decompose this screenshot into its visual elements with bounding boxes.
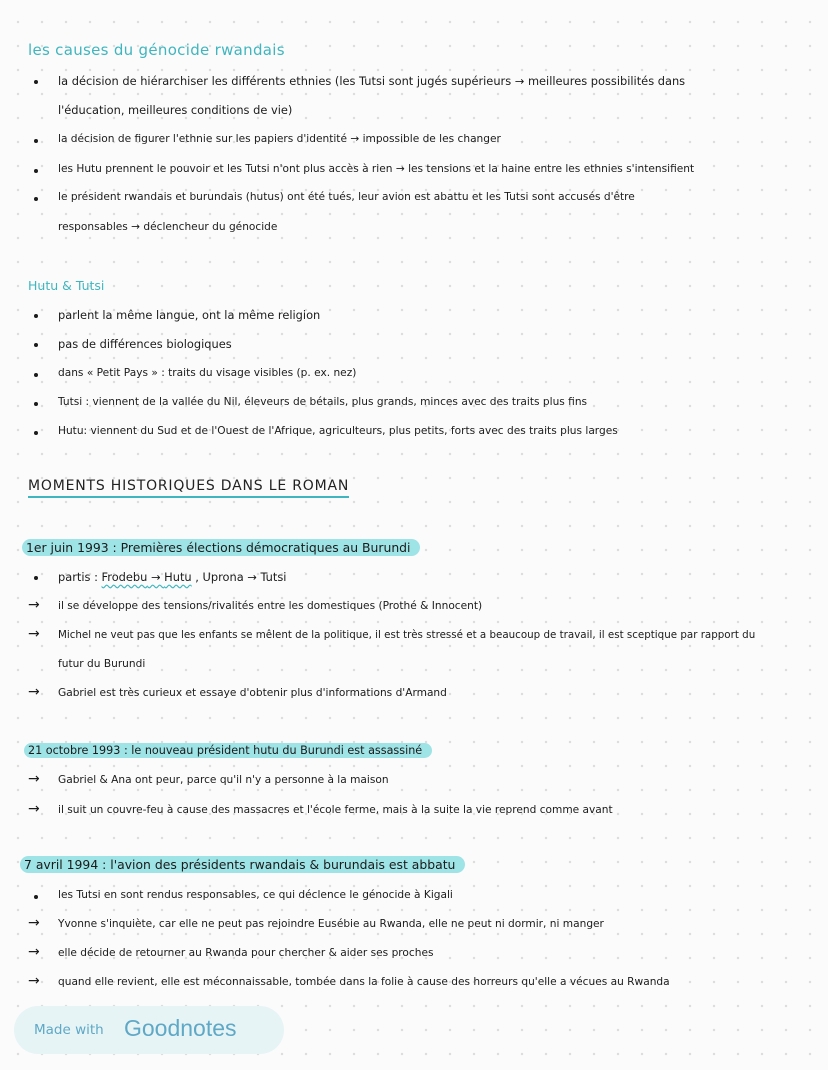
parties-prefix: partis : xyxy=(58,570,102,584)
parties-arrow: → xyxy=(147,570,165,584)
goodnotes-logo: Goodnotes xyxy=(124,1015,237,1041)
hutu-tutsi-item-4: Tutsi : viennent de la vallée du Nil, éleveurs de bétails, plus grands, minces avec des traits plus fins xyxy=(58,396,588,408)
moment-3-heading: 7 avril 1994 : l'avion des présidents rwandais & burundais est abbatu xyxy=(20,856,465,873)
hutu-tutsi-title: Hutu & Tutsi xyxy=(28,278,105,293)
goodnotes-badge xyxy=(14,1006,284,1054)
causes-title: les causes du génocide rwandais xyxy=(28,41,285,59)
moments-title: MOMENTS HISTORIQUES DANS LE ROMAN xyxy=(28,478,349,498)
arrow-icon: → xyxy=(28,597,40,613)
moment-1-line-3: → Gabriel est très curieux et essaye d'obtenir plus d'informations d'Armand xyxy=(28,684,447,700)
parties-uprona: , Uprona → Tutsi xyxy=(191,570,287,584)
moment-3-line-1: les Tutsi en sont rendus responsables, ce qui déclence le génocide à Kigali xyxy=(58,889,453,901)
arrow-icon: → xyxy=(28,944,40,960)
hutu-tutsi-item-1: parlent la même langue, ont la même religion xyxy=(58,308,321,322)
hutu-tutsi-item-3: dans « Petit Pays » : traits du visage visibles (p. ex. nez) xyxy=(58,367,357,379)
causes-item-1-cont: l'éducation, meilleures conditions de vie) xyxy=(58,103,293,117)
causes-item-3: les Hutu prennent le pouvoir et les Tutsi n'ont plus accès à rien → les tensions et la haine entre les ethnies s'intensifient xyxy=(58,163,695,175)
party-hutu: Hutu xyxy=(164,570,192,584)
causes-item-4-cont: responsables → déclencheur du génocide xyxy=(58,221,278,233)
moment-2-line-1: → Gabriel & Ana ont peur, parce qu'il n'y a personne à la maison xyxy=(28,771,389,787)
moment-3-line-3: → elle décide de retourner au Rwanda pour chercher & aider ses proches xyxy=(28,944,434,960)
causes-item-4: le président rwandais et burundais (hutus) ont été tués, leur avion est abattu et les Tutsi sont accusés d'être xyxy=(58,191,635,203)
arrow-icon: → xyxy=(28,626,40,642)
hutu-tutsi-item-5: Hutu: viennent du Sud et de l'Ouest de l'Afrique, agriculteurs, plus petits, forts avec des traits plus larges xyxy=(58,425,618,437)
moment-1-line-2: → Michel ne veut pas que les enfants se mêlent de la politique, il est très stressé et a beaucoup de travail, il est sceptique par rapport du xyxy=(28,626,756,642)
causes-item-2: la décision de figurer l'ethnie sur les papiers d'identité → impossible de les changer xyxy=(58,133,501,145)
moment-2-heading: 21 octobre 1993 : le nouveau président hutu du Burundi est assassiné xyxy=(24,743,432,758)
moment-1-heading: 1er juin 1993 : Premières élections démocratiques au Burundi xyxy=(22,539,420,556)
arrow-icon: → xyxy=(28,801,40,817)
made-with-label: Made with xyxy=(34,1022,104,1038)
party-frodebu: Frodebu xyxy=(101,570,148,584)
hutu-tutsi-item-2: pas de différences biologiques xyxy=(58,337,232,351)
arrow-icon: → xyxy=(28,684,40,700)
arrow-icon: → xyxy=(28,771,40,787)
arrow-icon: → xyxy=(28,915,40,931)
moment-1-line-2-cont: futur du Burundi xyxy=(58,658,146,670)
moment-3-line-2: → Yvonne s'inquiète, car elle ne peut pas rejoindre Eusébie au Rwanda, elle ne peut ni dormir, ni manger xyxy=(28,915,604,931)
causes-item-1: la décision de hiérarchiser les différents ethnies (les Tutsi sont jugés supérieurs → meilleures possibilités dans xyxy=(58,74,686,88)
moment-2-line-2: → il suit un couvre-feu à cause des massacres et l'école ferme, mais à la suite la vie reprend comme avant xyxy=(28,801,613,817)
moment-3-line-4: → quand elle revient, elle est méconnaissable, tombée dans la folie à cause des horreurs qu'elle a vécues au Rwanda xyxy=(28,973,670,989)
arrow-icon: → xyxy=(28,973,40,989)
moment-1-parties xyxy=(58,570,286,584)
moment-1-line-1: → il se développe des tensions/rivalités entre les domestiques (Prothé & Innocent) xyxy=(28,597,483,613)
